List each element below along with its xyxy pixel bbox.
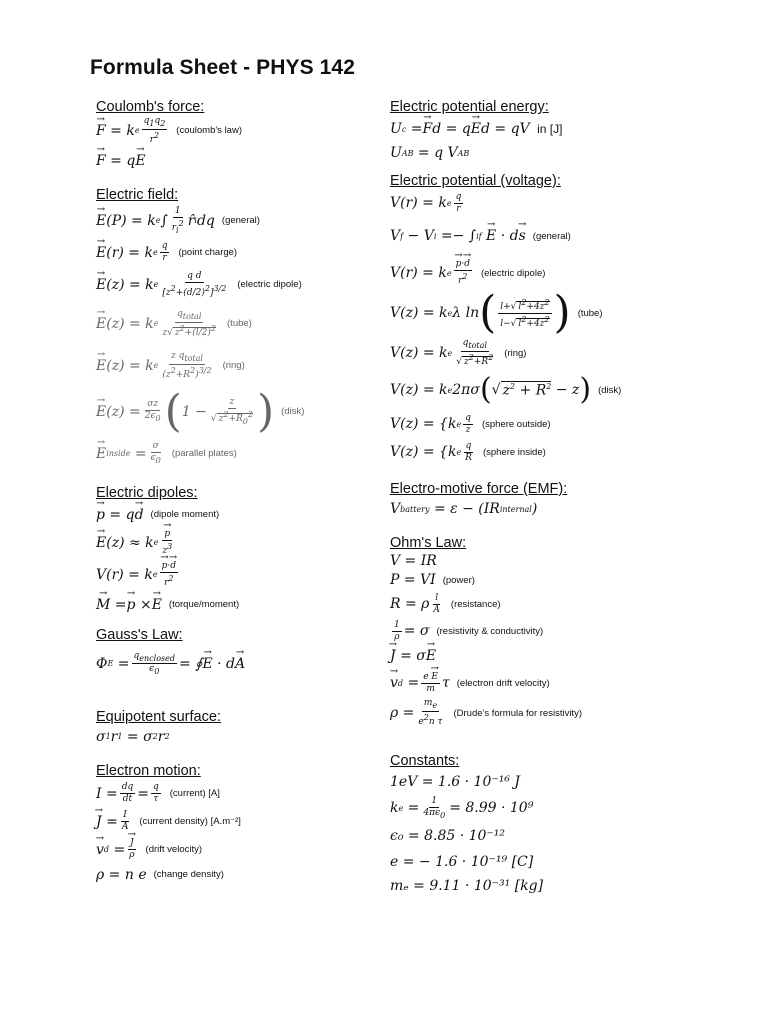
efield-dipole-note: (electric dipole) [237,279,302,291]
pe-formula: U c = → F d = q → E d = qV in [J] [390,116,760,142]
voltage-disk-formula: V(z) = k e 2πσ ( √ $z^2 + R^2$ − z ) (disk) [390,372,622,407]
current-density-formula: → J = $\frac{I}{A}$ (current density) [A.m⁻²] [96,808,386,836]
efield-general-formula: → E (P) = k e ∫ $\frac{1}{r_i^2}$ r̂ i dq (general) [96,204,386,238]
coulomb-law-formula: → F = k e $\frac{q_1q_2}{r^2}$ (coulomb's law) [96,116,386,146]
pe-heading: Electric potential energy: [390,99,549,115]
voltage-heading: Electric potential (voltage): [390,173,561,189]
electron-drift-formula: → v d = $\frac{e \to E}{m}$ τ (electron drift velocity) [390,668,760,698]
dipole-potential-formula: V(r) = k e → $\frac{p\cdot\to d}{r^2}$ [96,558,386,592]
pe-unit: in [J] [537,122,563,136]
drift-velocity-formula: → v d = → $\frac{J}{\rho}$ (drift velocity) [96,836,386,864]
conductivity-note: (resistivity & conductivity) [436,625,544,637]
emf-formula: V battery = ε − (IR internal ) [390,501,538,517]
efield-tube-note: (tube) [227,318,252,330]
voltage-general-note: (general) [532,230,571,242]
efield-ring-formula: → E (z) = k e $\frac{z q_{total}}{(z^2+R^2)^{3/2}}$ (ring) [96,346,386,386]
voltage-dipole-note: (electric dipole) [480,267,546,279]
constant-epsilon: ϵ₀ = 8.85 · 10⁻¹² [390,828,506,844]
ohm-heading: Ohm's Law: [390,535,467,551]
constant-electron-charge: e = − 1.6 · 10⁻¹⁹ [C] [390,854,534,870]
efield-general-note: (general) [221,215,260,227]
coulomb-heading: Coulomb's force: [96,99,205,115]
constant-ev: 1eV = 1.6 · 10⁻¹⁶ J [390,774,521,790]
ohm-law-formula: V = IR [390,553,437,569]
voltage-dipole-formula: V(r) = k e → $\frac{p\cdot\to d}{r^2}$ (electric dipole) [390,256,760,290]
drude-note: (Drude's formula for resistivity) [453,707,582,719]
efield-heading: Electric field: [96,186,179,203]
voltage-sphere-outside-note: (sphere outside) [481,418,551,430]
voltage-ring-formula: V(z) = k e $\frac{q_{total}}{√ z^2+R^2}$ (ring) [390,338,527,367]
power-formula: P = VI (power) [390,572,475,588]
constant-ke: k e = $\frac{1}{4\pi\epsilon_0}$ = 8.99 · 10⁹ [390,795,534,820]
power-note: (power) [442,574,475,586]
efield-point-note: (point charge) [178,247,238,259]
emf-heading: Electro-motive force (EMF): [390,481,568,497]
drude-formula: ρ = $\frac{m_e}{e^2n \tau}$ (Drude's formula for resistivity) [390,698,582,727]
constants-heading: Constants: [390,753,460,769]
dipole-moment-note: (dipole moment) [150,509,220,521]
page-title: Formula Sheet - PHYS 142 [90,56,355,79]
efield-tube-formula: → E (z) = k e $\frac{q_{total}}{z√ z^2+(l/2)^2}$ (tube) [96,302,386,346]
voltage-tube-formula: V(z) = k e λ ln ( $\frac{l+√ l^2+4z^2}{l-√ l^2+4z^2}$ ) (tube) [390,287,603,338]
voltage-general-formula: V f − V i =− ∫ i f → E · d → s (general) [390,216,760,256]
electron-drift-note: (electron drift velocity) [456,677,550,689]
voltage-disk-note: (disk) [598,384,622,396]
efield-point-formula: → E (r) = k e $\frac{q}{r}$ (point charge) [96,238,386,268]
efield-plates-note: (parallel plates) [171,448,237,460]
left-column [96,98,386,886]
voltage-sphere-inside-note: (sphere inside) [482,446,546,458]
conductivity-formula: $\frac{1}{\rho}$ = σ (resistivity & conductivity) [394,619,544,642]
dipole-torque-formula: → M = → p × → E (torque/moment) [96,592,386,618]
dipole-torque-note: (torque/moment) [168,599,240,611]
resistance-note: (resistance) [450,598,501,610]
pe-ab-formula: U AB = q V AB [390,145,470,161]
constant-ke-value: = 8.99 · 10⁹ [449,800,534,816]
right-column [390,98,760,898]
equipotent-heading: Equipotent surface: [96,708,221,725]
efield-plates-formula: → E inside = $\frac{\sigma}{\epsilon_0}$ (parallel plates) [96,438,386,470]
charge-density-formula: ρ = n e (change density) [96,866,224,883]
force-field-formula: → F = q → E [96,150,386,172]
current-density-note: (current density) [A.m⁻²] [139,816,241,828]
coulomb-law-note: (coulomb's law) [176,125,242,137]
voltage-sphere-inside-formula: V(z) = {k e $\frac{q}{R}$ (sphere inside) [390,440,546,463]
current-density-ohm-formula: → J = σ → E [390,644,760,668]
voltage-sphere-outside-formula: V(z) = {k e $\frac{q}{z}$ (sphere outside) [390,412,551,435]
efield-ring-note: (ring) [222,360,245,372]
motion-heading: Electron motion: [96,762,201,779]
voltage-tube-note: (tube) [577,307,603,319]
dipole-efield-formula: → E (z) ≈ k e → $\frac{p}{z^3}$ [96,528,386,558]
drift-velocity-note: (drift velocity) [145,844,203,856]
charge-density-note: (change density) [153,869,224,881]
voltage-ring-note: (ring) [504,347,527,359]
efield-dipole-formula: → E (z) = k e $\frac{\text{q d}}{[z^2+(d/2)^2]^{3/2}}$ (electric dipole) [96,268,386,302]
dipole-moment-formula: → p = q → d (dipole moment) [96,502,386,528]
gauss-heading: Gauss's Law: [96,626,183,643]
current-note: (current) [A] [169,788,220,800]
gauss-law-formula: Φ E = $\frac{q_{enclosed}}{\epsilon_0}$ = ∮ → E · d → A [96,644,386,684]
equipotent-formula: σ 1 r 1 = σ 2 r 2 [96,728,170,745]
dipoles-heading: Electric dipoles: [96,484,198,501]
resistance-formula: R = ρ $\frac{l}{A}$ (resistance) [390,592,501,615]
constant-electron-mass: mₑ = 9.11 · 10⁻³¹ [kg] [390,878,544,894]
efield-disk-formula: → E (z) = $\frac{\sigma z}{2\epsilon_0}$ ( 1 − $\frac{z}{√ z^2+R_0^2}$ ) (disk) [96,386,386,438]
efield-disk-note: (disk) [281,406,305,418]
voltage-point-formula: V(r) = k e $\frac{q}{r}$ [390,191,462,214]
current-formula: I = $\frac{dq}{dt}$ = $\frac{q}{\tau}$ (current) [A] [96,782,220,805]
